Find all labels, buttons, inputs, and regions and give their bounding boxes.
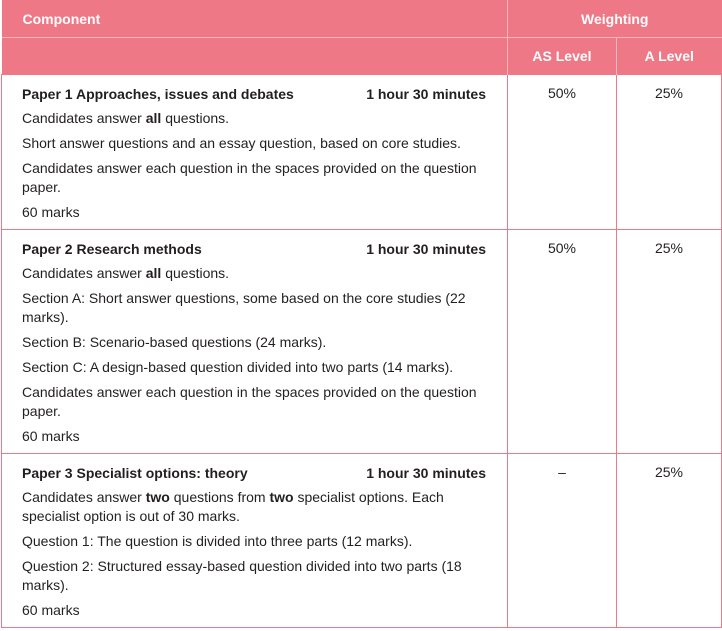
as-level-weighting: – (508, 454, 617, 628)
paper-description (22, 203, 487, 222)
paper-description (22, 427, 487, 446)
a-level-weighting: 25% (617, 230, 722, 454)
assessment-table (1, 0, 722, 628)
header-weighting: Weighting (508, 0, 722, 38)
paper-title: Paper 1 Approaches, issues and debates (22, 86, 294, 102)
component-cell (2, 230, 508, 454)
paper-description (22, 383, 487, 421)
paper-title: Paper 2 Research methods (22, 241, 202, 257)
description-text: Candidates answer each question in the spaces provided on the question paper. (22, 384, 477, 419)
header-row-sub (2, 38, 722, 75)
paper-title-line (22, 240, 487, 258)
paper-title-line (22, 85, 487, 103)
header-a-level: A Level (644, 48, 694, 64)
paper-duration: 1 hour 30 minutes (366, 465, 486, 481)
paper-description (22, 532, 487, 551)
emphasis-text: all (145, 110, 162, 126)
description-text: Short answer questions and an essay question, based on core studies. (22, 135, 461, 151)
paper-description (22, 488, 487, 526)
component-cell (2, 454, 508, 628)
description-text: Question 1: The question is divided into three parts (12 marks). (22, 533, 413, 549)
paper-duration: 1 hour 30 minutes (366, 86, 486, 102)
paper-description (22, 264, 487, 283)
paper-duration: 1 hour 30 minutes (366, 241, 486, 257)
header-blank (2, 38, 508, 75)
paper-description (22, 109, 487, 128)
as-level-weighting: 50% (508, 75, 617, 230)
description-text: Section C: A design-based question divided into two parts (14 marks). (22, 359, 454, 375)
a-level-weighting: 25% (617, 75, 722, 230)
paper-description (22, 289, 487, 327)
description-text: specialist options. Each specialist option is out of 30 marks. (22, 489, 444, 524)
description-text: Section B: Scenario-based questions (24 marks). (22, 334, 327, 350)
description-text: questions. (161, 265, 230, 281)
component-cell (2, 75, 508, 230)
header-as-level: AS Level (508, 38, 617, 75)
table-row (2, 230, 722, 454)
paper-description (22, 601, 487, 620)
description-text: questions from (169, 489, 270, 505)
header-row-top (2, 0, 722, 38)
table-row (2, 75, 722, 230)
paper-description (22, 333, 487, 352)
description-text: Candidates answer each question in the spaces provided on the question paper. (22, 160, 477, 195)
description-text: 60 marks (22, 428, 80, 444)
description-text: Candidates answer (22, 489, 146, 505)
description-text: questions. (161, 110, 230, 126)
emphasis-text: two (145, 489, 170, 505)
paper-title-line (22, 464, 487, 482)
description-text: 60 marks (22, 204, 80, 220)
emphasis-text: two (269, 489, 294, 505)
paper-description (22, 557, 487, 595)
table-row (2, 454, 722, 628)
description-text: 60 marks (22, 602, 80, 618)
paper-description (22, 358, 487, 377)
description-text: Candidates answer (22, 110, 146, 126)
description-text: Candidates answer (22, 265, 146, 281)
paper-title: Paper 3 Specialist options: theory (22, 465, 248, 481)
paper-description (22, 134, 487, 153)
paper-description (22, 159, 487, 197)
header-component: Component (2, 0, 508, 38)
a-level-weighting: 25% (617, 454, 722, 628)
description-text: Section A: Short answer questions, some based on the core studies (22 marks). (22, 290, 466, 325)
description-text: Question 2: Structured essay-based question divided into two parts (18 marks). (22, 558, 462, 593)
emphasis-text: all (145, 265, 162, 281)
as-level-weighting: 50% (508, 230, 617, 454)
